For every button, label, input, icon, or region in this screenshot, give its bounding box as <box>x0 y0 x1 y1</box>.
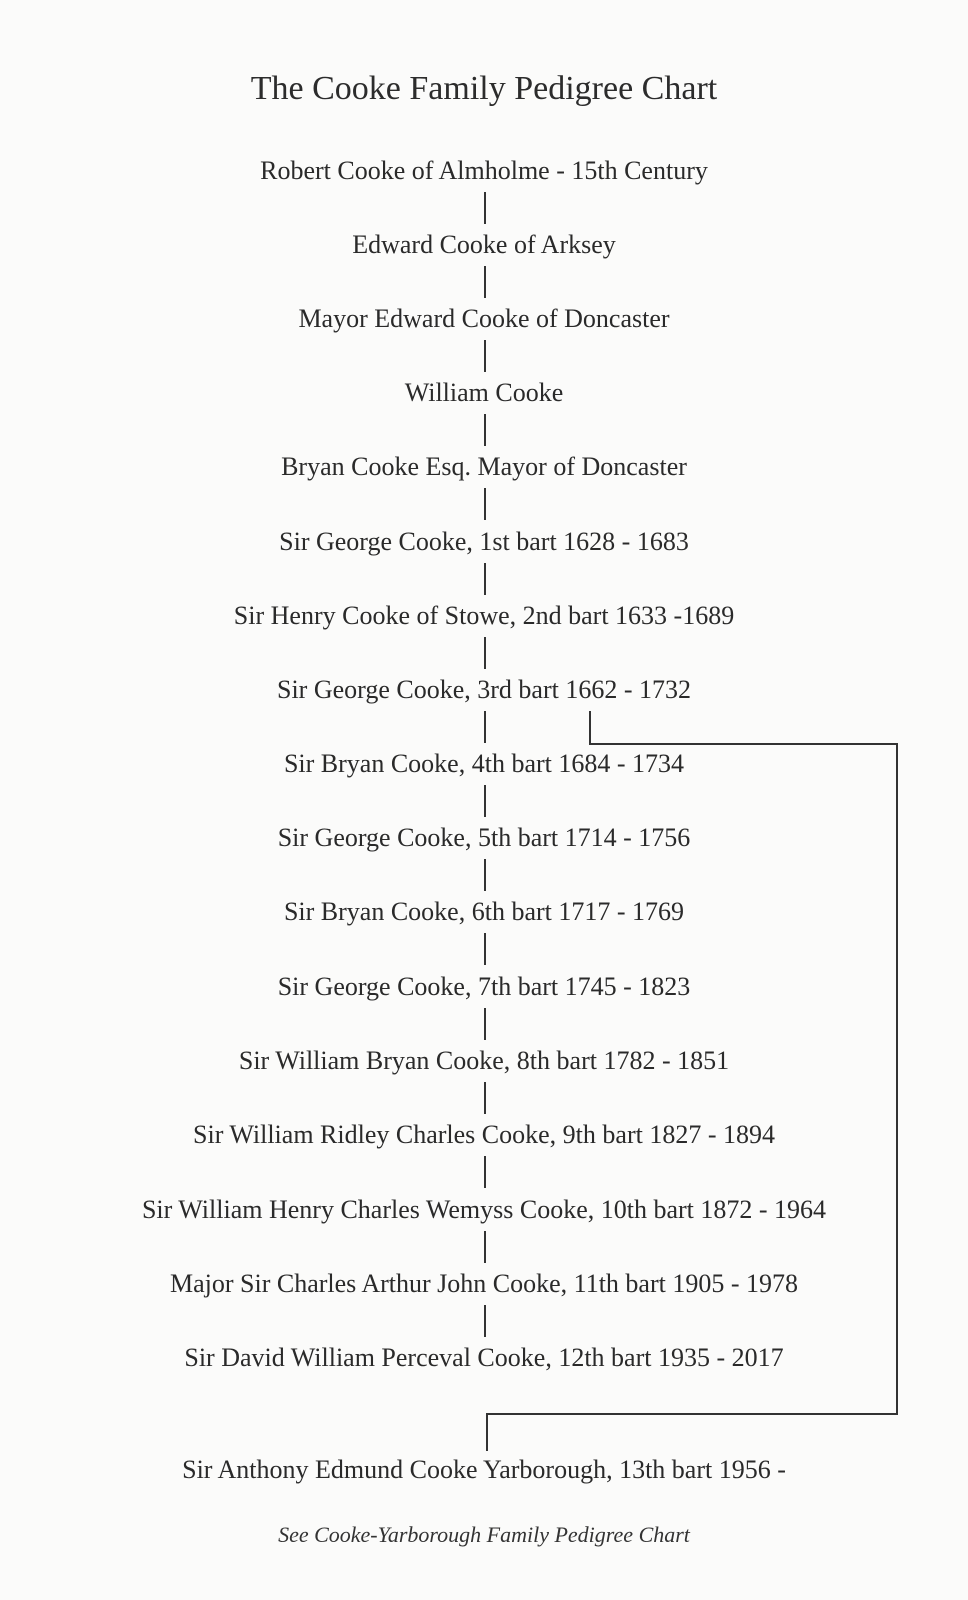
person-william-bryan-cooke-8th: Sir William Bryan Cooke, 8th bart 1782 - 1851 <box>238 1046 730 1075</box>
person-robert-cooke: Robert Cooke of Almholme - 15th Century <box>260 156 708 185</box>
chart-title: The Cooke Family Pedigree Chart <box>250 70 718 107</box>
branch-line-across <box>589 743 898 745</box>
person-anthony-cooke-yarborough-13th: Sir Anthony Edmund Cooke Yarborough, 13th bart 1956 - <box>182 1455 786 1484</box>
person-bryan-cooke-6th: Sir Bryan Cooke, 6th bart 1717 - 1769 <box>283 897 685 926</box>
connector-line <box>484 859 486 891</box>
person-bryan-cooke-4th: Sir Bryan Cooke, 4th bart 1684 - 1734 <box>283 749 685 778</box>
person-mayor-edward-cooke: Mayor Edward Cooke of Doncaster <box>298 304 670 333</box>
branch-line-return <box>486 1413 898 1415</box>
person-george-cooke-5th: Sir George Cooke, 5th bart 1714 - 1756 <box>277 823 691 852</box>
person-edward-cooke: Edward Cooke of Arksey <box>352 230 616 259</box>
connector-line <box>484 711 486 743</box>
connector-line <box>484 488 486 520</box>
person-charles-cooke-11th: Major Sir Charles Arthur John Cooke, 11th bart 1905 - 1978 <box>169 1269 799 1298</box>
connector-line <box>484 414 486 446</box>
connector-line <box>484 1008 486 1040</box>
connector-line <box>484 933 486 965</box>
person-george-cooke-1st: Sir George Cooke, 1st bart 1628 - 1683 <box>279 527 689 556</box>
connector-line <box>484 340 486 372</box>
connector-line <box>484 192 486 224</box>
connector-line <box>484 563 486 595</box>
connector-line <box>484 785 486 817</box>
connector-line <box>484 1082 486 1114</box>
branch-line-drop <box>486 1413 488 1451</box>
person-george-cooke-7th: Sir George Cooke, 7th bart 1745 - 1823 <box>277 972 691 1001</box>
connector-line <box>484 637 486 669</box>
person-william-cooke: William Cooke <box>404 378 564 407</box>
see-also-note: See Cooke-Yarborough Family Pedigree Chart <box>278 1522 690 1547</box>
connector-line <box>484 266 486 298</box>
person-william-henry-cooke-10th: Sir William Henry Charles Wemyss Cooke, 10th bart 1872 - 1964 <box>141 1195 827 1224</box>
person-george-cooke-3rd: Sir George Cooke, 3rd bart 1662 - 1732 <box>276 675 691 704</box>
connector-line <box>484 1156 486 1188</box>
person-bryan-cooke-esq: Bryan Cooke Esq. Mayor of Doncaster <box>281 452 687 481</box>
person-henry-cooke-2nd: Sir Henry Cooke of Stowe, 2nd bart 1633 -1689 <box>233 601 735 630</box>
person-david-cooke-12th: Sir David William Perceval Cooke, 12th bart 1935 - 2017 <box>184 1343 784 1372</box>
branch-line-down <box>589 711 591 745</box>
connector-line <box>484 1231 486 1263</box>
connector-line <box>484 1305 486 1337</box>
person-william-ridley-cooke-9th: Sir William Ridley Charles Cooke, 9th bart 1827 - 1894 <box>193 1120 775 1149</box>
